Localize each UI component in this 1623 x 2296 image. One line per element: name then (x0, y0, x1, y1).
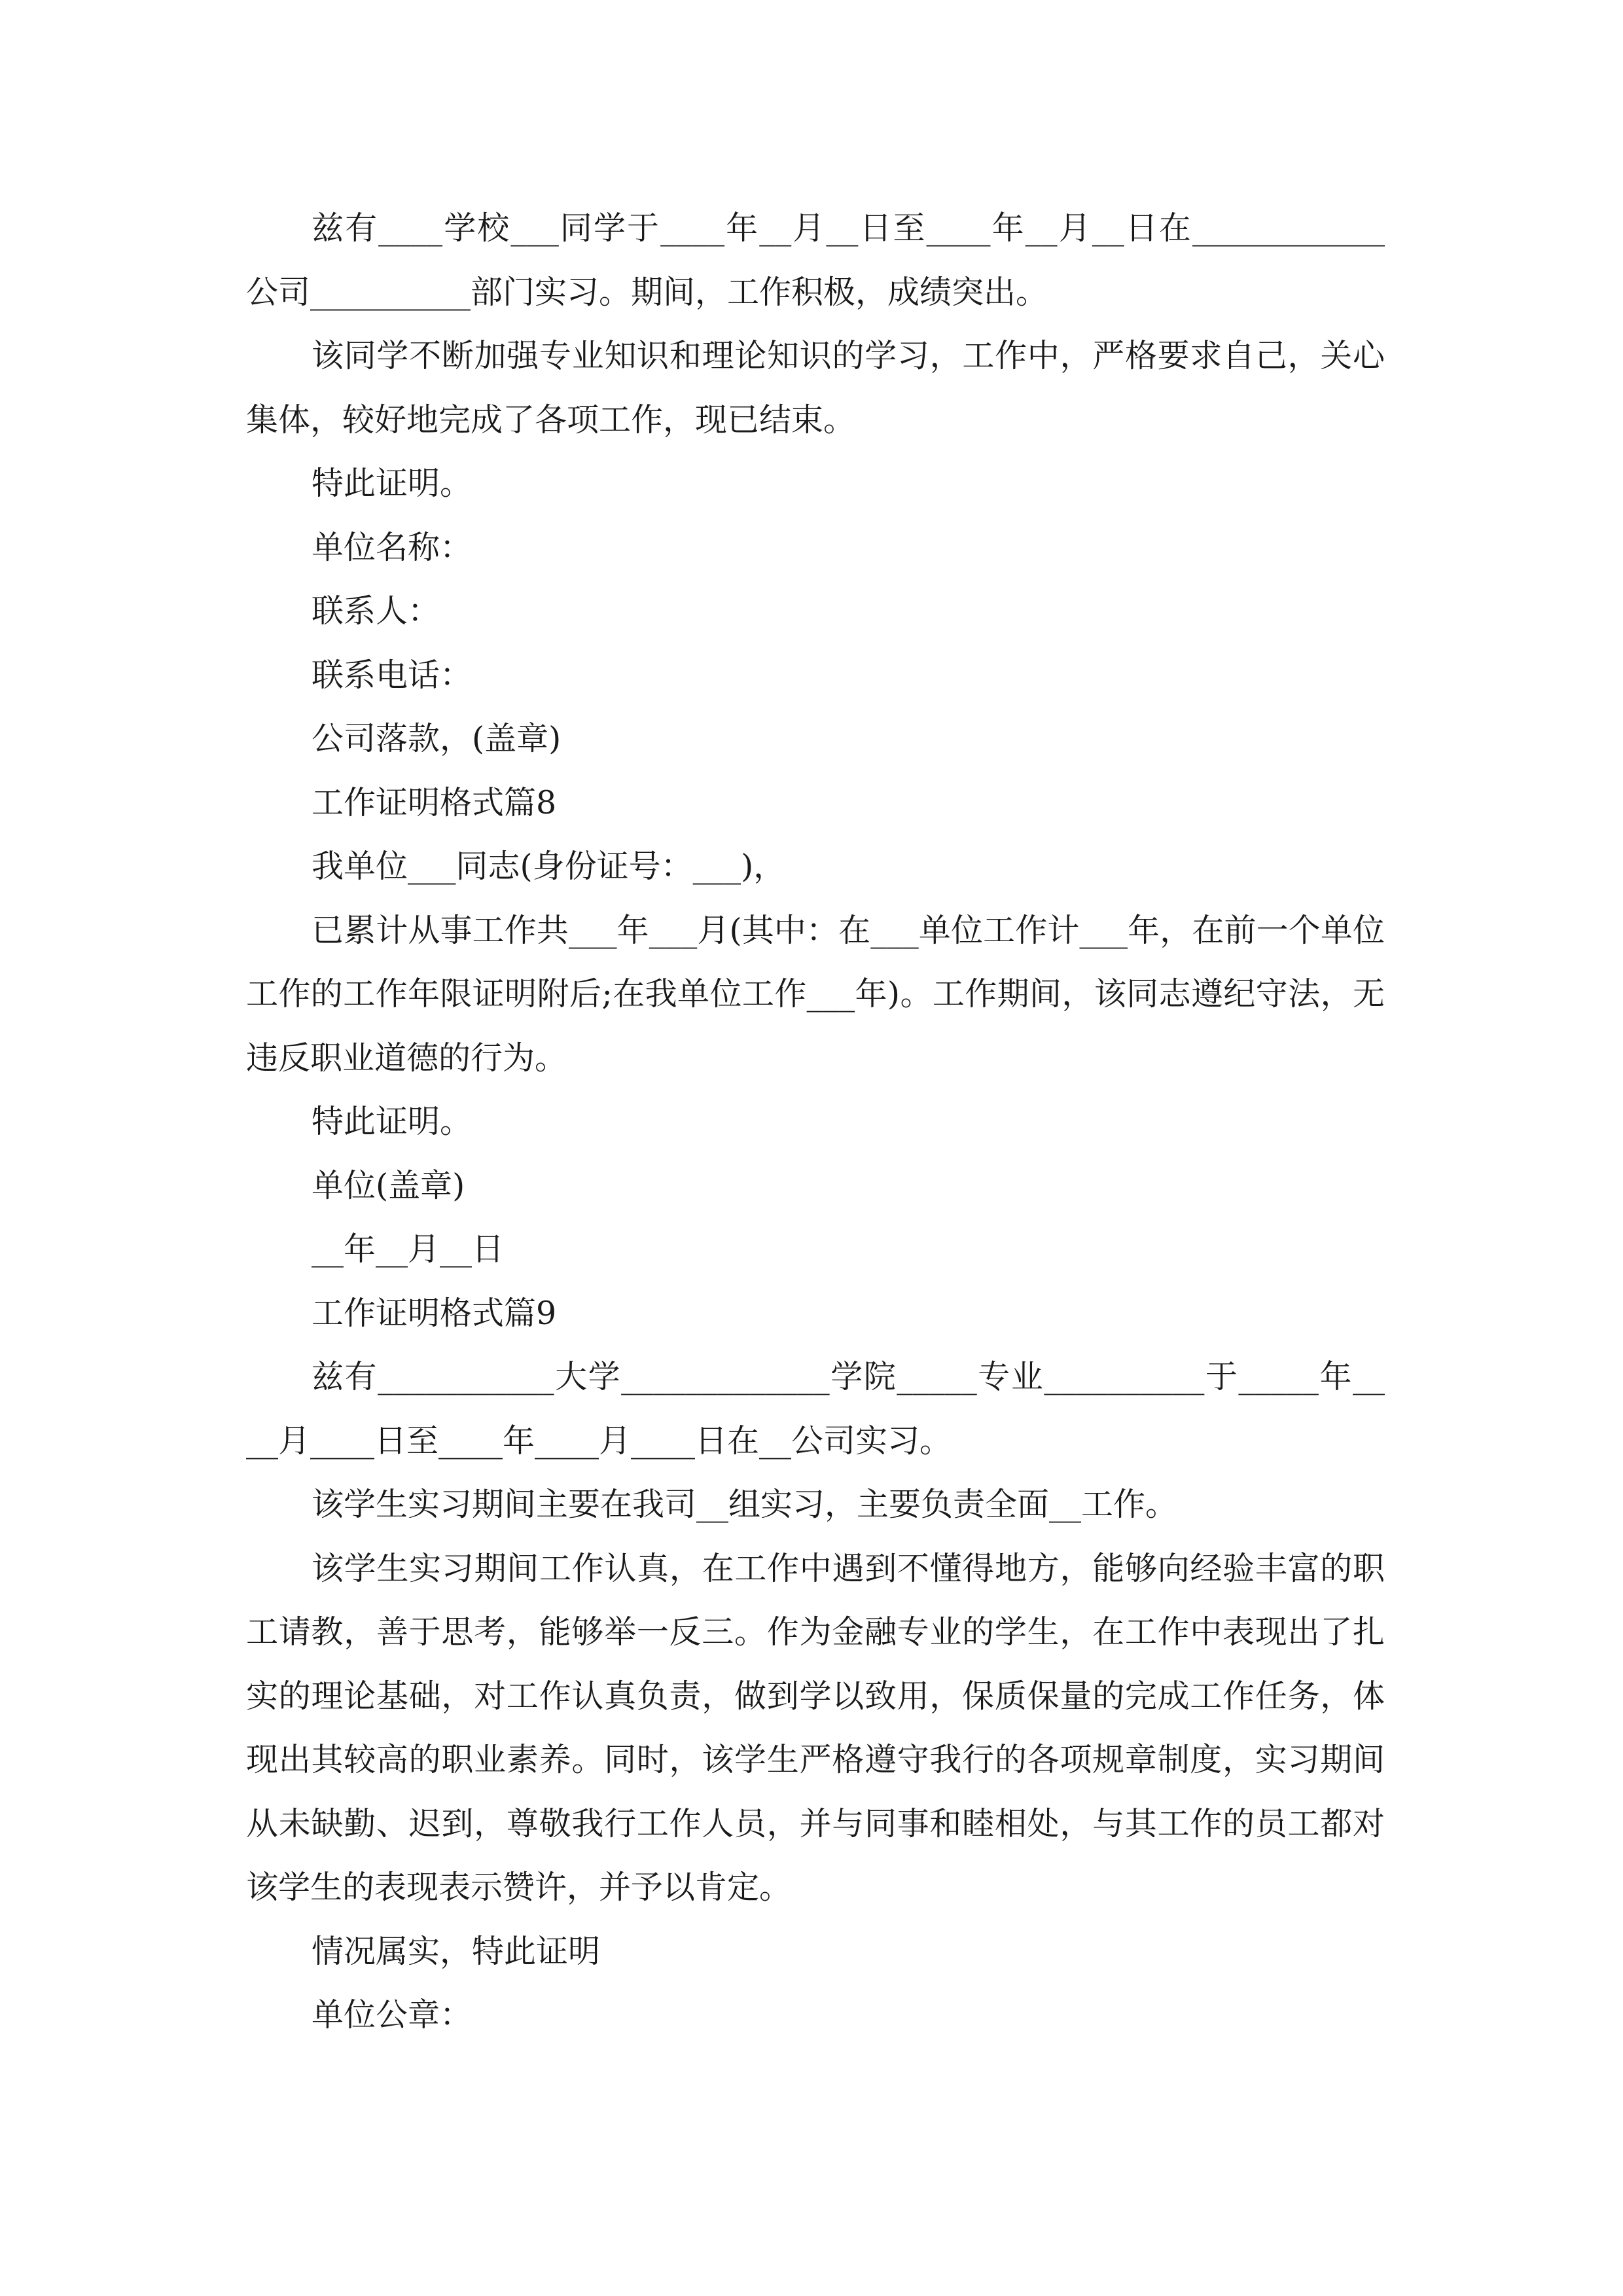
field-date: __年__月__日 (312, 1230, 505, 1268)
paragraph-internship-intro: 兹有___________大学_____________学院_____专业__________于_____年____月____日至____年____月____日在__公司实习。 (246, 1358, 1385, 1460)
paragraph-certify: 特此证明。 (312, 465, 473, 502)
field-unit-seal: 单位(盖章) (312, 1166, 465, 1204)
field-contact-person: 联系人： (312, 592, 440, 630)
paragraph-certify-3: 情况属实，特此证明 (312, 1932, 601, 1970)
paragraph-intro-certificate: 兹有____学校___同学于____年__月__日至____年__月__日在____________公司__________部门实习。期间，工作积极，成绩突出。 (246, 209, 1385, 311)
field-unit-name: 单位名称： (312, 528, 473, 566)
field-company-signature: 公司落款，(盖章) (312, 720, 562, 757)
field-contact-phone: 联系电话： (312, 656, 473, 694)
document-body (246, 196, 1385, 2047)
section-heading-8: 工作证明格式篇8 (312, 783, 557, 821)
paragraph-internship-evaluation: 该学生实习期间工作认真，在工作中遇到不懂得地方，能够向经验丰富的职工请教，善于思考，能够举一反三。作为金融专业的学生，在工作中表现出了扎实的理论基础，对工作认真负责，做到学以致用，保质保量的完成工作任务，体现出其较高的职业素养。同时，该学生严格遵守我行的各项规章制度，实习期间从未缺勤、迟到，尊敬我行工作人员，并与同事和睦相处，与其工作的员工都对该学生的表现表示赞许，并予以肯定。 (246, 1549, 1385, 1906)
paragraph-employee-id: 我单位___同志(身份证号：___)， (312, 848, 786, 885)
paragraph-performance: 该同学不断加强专业知识和理论知识的学习，工作中，严格要求自己，关心集体，较好地完成了各项工作，现已结束。 (246, 337, 1385, 439)
section-heading-9: 工作证明格式篇9 (312, 1294, 557, 1332)
paragraph-certify-2: 特此证明。 (312, 1103, 473, 1140)
field-unit-official-seal: 单位公章： (312, 1996, 473, 2034)
paragraph-internship-group: 该学生实习期间主要在我司__组实习，主要负责全面__工作。 (312, 1486, 1178, 1523)
paragraph-work-history: 已累计从事工作共___年___月(其中：在___单位工作计___年，在前一个单位工作的工作年限证明附后;在我单位工作___年)。工作期间，该同志遵纪守法，无违反职业道德的行为。 (246, 911, 1385, 1077)
